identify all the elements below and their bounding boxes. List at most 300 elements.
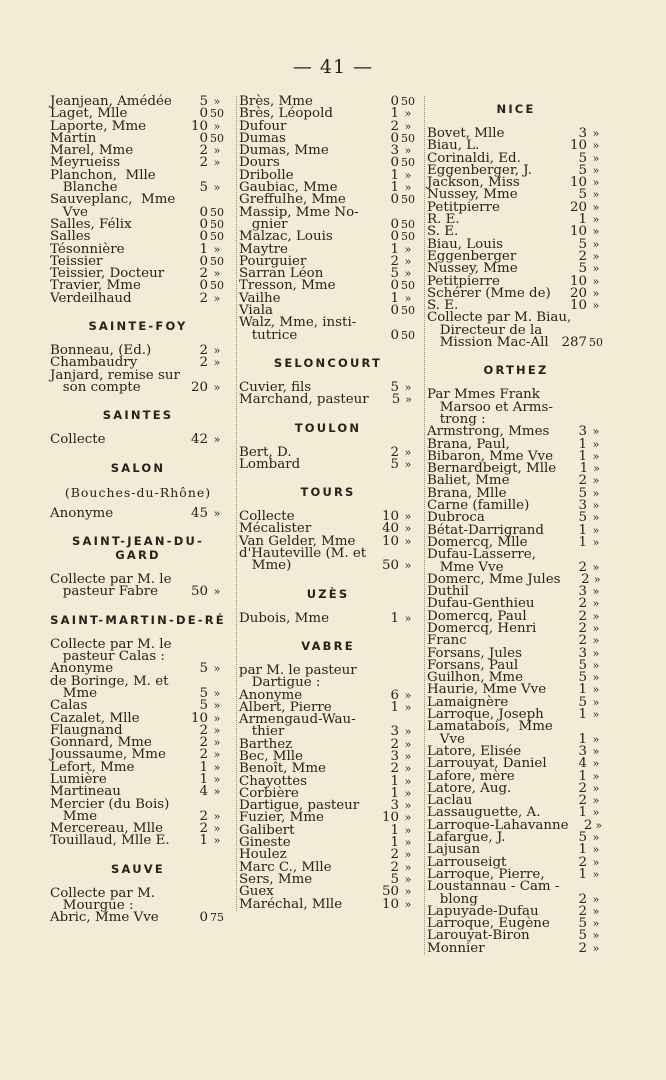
amount-francs: 0 <box>390 216 399 232</box>
amount-centimes: » <box>404 811 412 825</box>
donor-name: Marsoo et Arms- <box>427 399 553 415</box>
amount-centimes: » <box>592 646 600 660</box>
amount-francs: 2 <box>583 817 593 833</box>
amount-centimes: » <box>592 695 600 709</box>
donor-name: Teissier, Docteur <box>50 266 165 282</box>
amount-francs: 0 <box>199 204 208 220</box>
donor-name: Touillaud, Mlle E. <box>50 833 170 849</box>
section-heading: TOURS <box>300 485 356 500</box>
amount-centimes: » <box>592 474 600 488</box>
donor-name: Duthil <box>427 584 469 600</box>
donor-name: S. E. <box>427 224 459 240</box>
ledger-row <box>50 505 226 521</box>
amount-centimes: » <box>213 380 221 394</box>
amount-francs: 1 <box>578 522 587 538</box>
amount-centimes: » <box>592 560 600 574</box>
donor-name: Viala <box>239 303 273 319</box>
amount-francs: 2 <box>390 847 399 863</box>
donor-name: Jackson, Miss <box>427 175 520 191</box>
donor-name: Albert, Pierre <box>239 699 332 715</box>
amount-centimes: » <box>404 799 412 813</box>
donor-name: Anonyme <box>239 687 303 703</box>
amount-centimes: 50 <box>210 205 224 219</box>
section-heading: VABRE <box>301 638 355 653</box>
amount-centimes: » <box>593 572 601 586</box>
amount-centimes: » <box>592 176 600 190</box>
amount-francs: 2 <box>578 596 587 612</box>
donor-name: Mécalister <box>239 521 312 537</box>
amount-francs: 2 <box>199 143 208 159</box>
amount-francs: 1 <box>578 768 587 784</box>
amount-centimes: » <box>213 748 221 762</box>
amount-centimes: » <box>592 683 600 697</box>
amount-francs: 3 <box>390 724 399 740</box>
amount-centimes: » <box>213 699 221 713</box>
ledger-row <box>239 610 417 626</box>
amount-centimes: » <box>404 380 412 394</box>
amount-francs: 20 <box>569 285 587 301</box>
amount-centimes: » <box>404 823 412 837</box>
amount-centimes: » <box>592 486 600 500</box>
donor-name: Larroque, Joseph <box>427 707 544 723</box>
amount-centimes: » <box>213 736 221 750</box>
donor-name: Schérer (Mme de) <box>427 285 551 301</box>
amount-centimes: » <box>213 156 221 170</box>
donor-name: Salles <box>50 229 91 245</box>
donor-name: S. E. <box>427 298 459 314</box>
donor-name: Marc C., Mlle <box>239 859 332 875</box>
donor-name: Chayottes <box>239 773 308 789</box>
amount-centimes: » <box>404 848 412 862</box>
amount-centimes: » <box>404 749 412 763</box>
section-heading: SAUVE <box>111 861 165 876</box>
donor-name: Guex <box>239 884 274 900</box>
amount-francs: 2 <box>199 355 208 371</box>
ledger-row <box>239 560 417 572</box>
amount-francs: 5 <box>578 236 587 252</box>
donor-name: Maréchal, Mlle <box>239 896 343 912</box>
donor-name: Van Gelder, Mme <box>239 533 356 549</box>
donor-name: Nussey, Mme <box>427 187 518 203</box>
amount-centimes: » <box>592 200 600 214</box>
amount-centimes: » <box>213 785 221 799</box>
amount-centimes: » <box>213 834 221 848</box>
amount-centimes: » <box>592 941 600 955</box>
donor-name: Martineau <box>50 784 121 800</box>
amount-centimes: » <box>592 929 600 943</box>
amount-francs: 20 <box>569 199 587 215</box>
amount-francs: 2 <box>390 253 399 269</box>
amount-centimes: » <box>592 127 600 140</box>
amount-francs: 5 <box>578 162 587 178</box>
donor-name: Marchand, pasteur <box>239 392 369 408</box>
donor-name: Bert, D. <box>239 444 292 460</box>
amount-francs: 5 <box>390 266 399 282</box>
amount-centimes: » <box>404 119 412 133</box>
donor-name: Travier, Mme <box>50 278 141 294</box>
amount-francs: 1 <box>578 534 587 550</box>
donor-name: Collecte par M. Biau, <box>427 310 572 326</box>
donor-name: Domerc, Mme Jules <box>427 571 561 587</box>
amount-centimes: » <box>213 356 221 370</box>
amount-centimes: » <box>592 523 600 537</box>
column-2 <box>236 96 417 911</box>
amount-centimes: » <box>592 249 600 263</box>
amount-francs: 1 <box>199 833 208 849</box>
donor-name: Martin <box>50 130 97 146</box>
donor-name: Corbière <box>239 785 299 801</box>
amount-francs: 2 <box>578 940 587 956</box>
amount-francs: 0 <box>199 216 208 232</box>
donor-name: Petitpierre <box>427 199 500 215</box>
donor-name: Larrouseigt <box>427 854 507 870</box>
donor-name: Vve <box>427 731 465 747</box>
amount-centimes: » <box>592 188 600 202</box>
amount-centimes: » <box>404 872 412 886</box>
amount-centimes: 50 <box>401 193 415 207</box>
amount-centimes: » <box>592 449 600 463</box>
donor-name: Galibert <box>239 822 295 838</box>
amount-centimes: » <box>213 433 221 447</box>
section-heading: SELONCOURT <box>273 355 383 370</box>
donor-name: Directeur de la <box>427 322 543 338</box>
amount-francs: 2 <box>390 859 399 875</box>
amount-centimes: » <box>404 242 412 256</box>
amount-francs: 2 <box>199 747 208 763</box>
amount-francs: 3 <box>578 645 587 661</box>
donor-name: Larroque-Lahavanne <box>427 817 569 833</box>
amount-francs: 5 <box>578 485 587 501</box>
amount-francs: 6 <box>390 687 399 703</box>
amount-francs: 4 <box>199 784 208 800</box>
donor-name: pasteur Calas : <box>50 649 165 665</box>
amount-centimes: » <box>213 585 221 599</box>
amount-francs: 5 <box>578 670 587 686</box>
amount-francs: 5 <box>578 657 587 673</box>
amount-francs: 5 <box>199 180 208 196</box>
amount-francs: 5 <box>578 916 587 932</box>
donor-name: Anonyme <box>50 661 114 677</box>
amount-francs: 2 <box>581 571 590 587</box>
amount-centimes: » <box>404 836 412 850</box>
donor-name: Dours <box>239 155 280 171</box>
donor-name: Mission Mac-All <box>427 335 549 351</box>
amount-centimes: » <box>404 445 412 459</box>
amount-centimes: 50 <box>210 230 224 244</box>
amount-centimes: » <box>404 267 412 281</box>
amount-francs: 2 <box>199 722 208 738</box>
amount-francs: 10 <box>381 509 399 525</box>
ledger-row <box>427 940 605 956</box>
amount-francs: 3 <box>390 143 399 159</box>
amount-centimes: » <box>593 462 600 476</box>
donor-name: pasteur Fabre <box>50 584 159 600</box>
amount-francs: 2 <box>390 736 399 752</box>
donor-name: Mme <box>50 685 98 701</box>
amount-centimes: 50 <box>210 254 224 268</box>
amount-francs: 10 <box>569 175 587 191</box>
donor-name: Malzac, Louis <box>239 229 333 245</box>
amount-francs: 3 <box>578 584 587 600</box>
amount-francs: 2 <box>578 854 587 870</box>
donor-name: gnier <box>239 216 288 232</box>
donor-name: Maytre <box>239 241 288 257</box>
donor-name: Bétat-Darrigrand <box>427 522 544 538</box>
ledger-row <box>239 394 417 406</box>
amount-centimes: » <box>592 769 600 783</box>
amount-centimes: 50 <box>210 131 224 145</box>
amount-centimes: 50 <box>401 279 415 293</box>
donor-name: Lefort, Mme <box>50 759 135 775</box>
amount-francs: 2 <box>578 608 587 624</box>
donor-name: Chambaudry <box>50 355 138 371</box>
donor-name: Gineste <box>239 835 291 851</box>
amount-francs: 3 <box>578 424 587 440</box>
amount-centimes: 50 <box>589 336 603 350</box>
amount-centimes: » <box>404 725 412 739</box>
amount-francs: 1 <box>390 610 399 626</box>
donor-name: Gonnard, Mme <box>50 735 152 751</box>
amount-francs: 1 <box>578 707 587 723</box>
donor-name: Collecte <box>50 432 106 448</box>
amount-francs: 1 <box>578 212 587 228</box>
amount-francs: 5 <box>578 261 587 277</box>
amount-centimes: » <box>592 917 600 931</box>
donor-name: Flaugnand <box>50 722 123 738</box>
amount-centimes: » <box>592 867 600 881</box>
donor-name: Pourguier <box>239 253 307 269</box>
amount-centimes: » <box>404 688 412 702</box>
donor-name: Dumas <box>239 130 286 146</box>
amount-francs: 5 <box>199 685 208 701</box>
donor-name: Eggenberger, J. <box>427 162 532 178</box>
ledger-row <box>239 456 417 472</box>
amount-centimes: » <box>213 772 221 786</box>
amount-centimes: » <box>404 181 412 195</box>
donor-name: Brès, Léopold <box>239 106 333 122</box>
donor-name: Houlez <box>239 847 287 863</box>
amount-francs: 2 <box>199 266 208 282</box>
amount-centimes: 50 <box>401 217 415 231</box>
amount-centimes: » <box>592 609 600 623</box>
donor-name: Salles, Félix <box>50 216 132 232</box>
amount-centimes: » <box>592 634 600 648</box>
amount-centimes: » <box>592 151 600 165</box>
amount-centimes: » <box>213 662 221 676</box>
amount-centimes: 50 <box>210 107 224 121</box>
donor-name: Monnier <box>427 940 485 956</box>
amount-centimes: » <box>404 897 412 911</box>
amount-francs: 1 <box>578 682 587 698</box>
amount-centimes: » <box>592 499 600 513</box>
amount-centimes: » <box>592 794 600 808</box>
amount-centimes: » <box>592 425 600 439</box>
donor-name: Domercq, Mlle <box>427 534 528 550</box>
amount-francs: 0 <box>199 229 208 245</box>
amount-centimes: » <box>592 806 600 820</box>
amount-francs: 10 <box>569 224 587 240</box>
amount-centimes: » <box>592 904 600 918</box>
amount-francs: 2 <box>199 821 208 837</box>
donor-name: Jeanjean, Amédée <box>50 94 172 109</box>
amount-francs: 5 <box>390 871 399 887</box>
donor-name: Dufour <box>239 118 287 134</box>
donor-name: Brès, Mme <box>239 94 313 109</box>
section-heading: SALON <box>110 460 166 475</box>
amount-francs: 2 <box>578 620 587 636</box>
amount-centimes: » <box>592 225 600 239</box>
donor-name: Loustannau - Cam - <box>427 879 560 895</box>
amount-centimes: » <box>213 711 221 725</box>
amount-centimes: » <box>595 818 603 832</box>
section-heading: UZÈS <box>306 586 350 601</box>
amount-francs: 287 <box>561 335 587 351</box>
donor-name: Gaubiac, Mme <box>239 180 338 196</box>
amount-francs: 2 <box>578 473 587 489</box>
donor-name: Collecte par M. le <box>50 572 172 588</box>
donor-name: Lombard <box>239 456 301 472</box>
amount-francs: 5 <box>578 928 587 944</box>
amount-francs: 5 <box>578 150 587 166</box>
amount-francs: 2 <box>390 118 399 134</box>
amount-centimes: » <box>404 737 412 751</box>
donor-name: Larouyat-Biron <box>427 928 530 944</box>
amount-francs: 10 <box>381 810 399 826</box>
donor-name: Lafargue, J. <box>427 830 506 846</box>
ledger-row <box>427 337 605 349</box>
donor-name: Larrouyat, Daniel <box>427 756 547 772</box>
donor-name: Lamatabois, Mme <box>427 719 553 735</box>
donor-name: Planchon, Mlle <box>50 167 156 183</box>
donor-name: Greffulhe, Mme <box>239 192 346 208</box>
amount-francs: 1 <box>390 290 399 306</box>
amount-francs: 3 <box>390 798 399 814</box>
amount-centimes: » <box>592 744 600 758</box>
amount-francs: 5 <box>578 510 587 526</box>
donor-name: Mourgue : <box>50 898 134 914</box>
donor-name: Cazalet, Mlle <box>50 710 140 726</box>
donor-name: Lassauguette, A. <box>427 805 541 821</box>
donor-name: son compte <box>50 379 141 395</box>
page-number: — 41 — <box>292 56 374 78</box>
donor-name: Dufau-Lasserre, <box>427 547 536 563</box>
amount-francs: 50 <box>381 558 399 574</box>
amount-centimes: » <box>404 860 412 874</box>
donor-name: Brana, Paul, <box>427 436 510 452</box>
amount-centimes: » <box>592 237 600 251</box>
amount-francs: 5 <box>390 379 399 395</box>
amount-francs: 0 <box>199 910 208 926</box>
amount-francs: 1 <box>199 771 208 787</box>
donor-name: Carne (famille) <box>427 498 530 514</box>
amount-francs: 1 <box>390 106 399 122</box>
amount-centimes: » <box>592 213 600 227</box>
ledger-row <box>50 290 226 306</box>
amount-centimes: » <box>592 585 600 599</box>
donor-name: Collecte <box>239 509 295 525</box>
donor-name: Sers, Mme <box>239 871 313 887</box>
amount-centimes: » <box>592 299 600 313</box>
amount-francs: 4 <box>578 756 587 772</box>
amount-centimes: » <box>213 95 221 108</box>
amount-centimes: » <box>592 139 600 153</box>
donor-name: Barthez <box>239 736 293 752</box>
donor-name: Dubroca <box>427 510 485 526</box>
amount-francs: 0 <box>390 155 399 171</box>
donor-name: Benoît, Mme <box>239 761 326 777</box>
amount-francs: 0 <box>390 94 399 109</box>
amount-francs: 10 <box>569 273 587 289</box>
donor-name: Lapuyade-Dufau <box>427 903 539 919</box>
amount-francs: 50 <box>190 584 208 600</box>
donor-name: Forsans, Paul <box>427 657 519 673</box>
amount-francs: 3 <box>578 743 587 759</box>
amount-centimes: » <box>404 786 412 800</box>
amount-francs: 1 <box>199 759 208 775</box>
donor-name: Bec, Mlle <box>239 748 303 764</box>
donor-name: Corinaldi, Ed. <box>427 150 521 166</box>
ledger-row <box>239 896 417 912</box>
amount-centimes: » <box>213 242 221 256</box>
amount-centimes: » <box>592 757 600 771</box>
amount-francs: 2 <box>578 903 587 919</box>
donor-name: Latore, Aug. <box>427 780 512 796</box>
donor-name: par M. le pasteur <box>239 662 357 678</box>
ledger-row <box>50 434 226 446</box>
donor-name: Baliet, Mme <box>427 473 510 489</box>
section-heading: SAINTE-FOY <box>88 319 188 334</box>
amount-centimes: » <box>404 291 412 305</box>
donor-name: Mme) <box>239 558 292 574</box>
amount-centimes: » <box>404 510 412 524</box>
amount-francs: 1 <box>390 241 399 257</box>
donor-name: Domercq, Henri <box>427 620 537 636</box>
donor-name: Bernardbeigt, Mlle <box>427 461 557 477</box>
amount-francs: 1 <box>390 773 399 789</box>
donor-name: Armengaud-Wau- <box>239 712 356 728</box>
amount-francs: 50 <box>381 884 399 900</box>
amount-francs: 5 <box>578 187 587 203</box>
amount-francs: 2 <box>578 891 587 907</box>
column-1 <box>50 96 226 925</box>
amount-centimes: 50 <box>210 217 224 231</box>
amount-centimes: » <box>592 732 600 746</box>
donor-name: R. E. <box>427 212 460 228</box>
amount-centimes: 50 <box>401 230 415 244</box>
amount-francs: 1 <box>578 731 587 747</box>
amount-francs: 0 <box>199 278 208 294</box>
donor-name: Par Mmes Frank <box>427 387 540 403</box>
amount-francs: 2 <box>578 780 587 796</box>
amount-centimes: » <box>404 534 412 548</box>
amount-francs: 0 <box>390 192 399 208</box>
donor-name: Domercq, Paul <box>427 608 527 624</box>
donor-name: Nussey, Mme <box>427 261 518 277</box>
amount-francs: 5 <box>199 661 208 677</box>
ledger-row <box>50 379 226 395</box>
amount-francs: 2 <box>199 808 208 824</box>
amount-centimes: » <box>592 274 600 288</box>
amount-francs: 1 <box>578 448 588 464</box>
donor-name: Laget, Mlle <box>50 106 128 122</box>
amount-centimes: » <box>592 437 600 451</box>
donor-name: Latore, Elisée <box>427 743 522 759</box>
section-heading: SAINT-JEAN-DU-GARD <box>72 534 204 563</box>
ledger-row <box>239 327 417 343</box>
donor-name: Meyrueiss <box>50 155 121 171</box>
donor-name: Brana, Mlle <box>427 485 507 501</box>
donor-name: tutrice <box>239 327 298 343</box>
